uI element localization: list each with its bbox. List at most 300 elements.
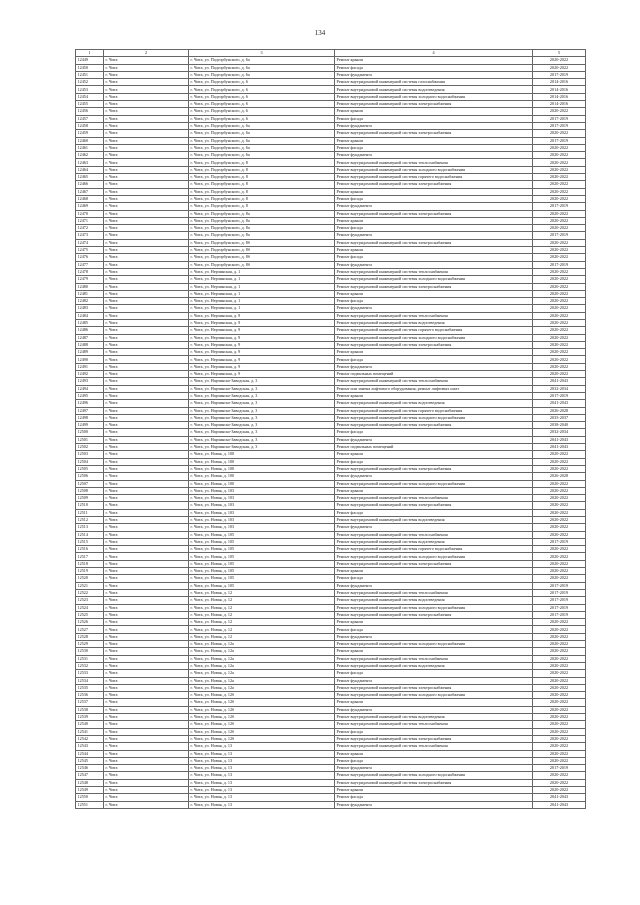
table-row [76,210,586,217]
settlement-cell: г. Чита [104,560,189,567]
row-number-cell: 12551 [76,801,104,808]
settlement-cell: г. Чита [104,247,189,254]
period-cell: 2020-2022 [533,188,586,195]
row-number-cell: 12514 [76,531,104,538]
row-number-cell: 12542 [76,735,104,742]
table-row [76,298,586,305]
settlement-cell: г. Чита [104,261,189,268]
work-type-cell: Ремонт подвальных помещений [335,371,533,378]
settlement-cell: г. Чита [104,210,189,217]
address-cell: г. Чита, ул. Нерчинская, д. 9 [189,349,335,356]
table-row [76,86,586,93]
settlement-cell: г. Чита [104,619,189,626]
row-number-cell: 12526 [76,619,104,626]
settlement-cell: г. Чита [104,276,189,283]
table-row [76,794,586,801]
settlement-cell: г. Чита [104,473,189,480]
table-row [76,166,586,173]
row-number-cell: 12525 [76,611,104,618]
table-row [76,144,586,151]
work-type-cell: Ремонт фасада [335,115,533,122]
address-cell: г. Чита, ул. Подгорбунского, д. 8 [189,174,335,181]
work-type-cell: Ремонт внутридомовой инженерной системы водоотведения [335,319,533,326]
settlement-cell: г. Чита [104,130,189,137]
period-cell: 2038-2040 [533,422,586,429]
row-number-cell: 12485 [76,319,104,326]
row-number-cell: 12481 [76,290,104,297]
settlement-cell: г. Чита [104,444,189,451]
table-header-row [76,50,586,57]
settlement-cell: г. Чита [104,232,189,239]
period-cell: 2020-2022 [533,159,586,166]
table-row [76,217,586,224]
period-cell: 2020-2022 [533,64,586,71]
address-cell: г. Чита, ул. Новая, д. 12б [189,699,335,706]
work-type-cell: Ремонт внутридомовой инженерной системы водоотведения [335,86,533,93]
period-cell: 2020-2022 [533,371,586,378]
settlement-cell: г. Чита [104,582,189,589]
settlement-cell: г. Чита [104,706,189,713]
period-cell: 2020-2022 [533,495,586,502]
table-row [76,611,586,618]
row-number-cell: 12498 [76,414,104,421]
row-number-cell: 12513 [76,524,104,531]
row-number-cell: 12533 [76,670,104,677]
table-row [76,750,586,757]
settlement-cell: г. Чита [104,480,189,487]
row-number-cell: 12503 [76,451,104,458]
row-number-cell: 12484 [76,312,104,319]
work-type-cell: Ремонт внутридомовой инженерной системы теплоснабжения [335,743,533,750]
period-cell: 2020-2022 [533,268,586,275]
table-row [76,414,586,421]
work-type-cell: Ремонт фундамента [335,152,533,159]
period-cell: 2020-2022 [533,363,586,370]
row-number-cell: 12470 [76,210,104,217]
period-cell: 2020-2022 [533,341,586,348]
work-type-cell: Ремонт фундамента [335,524,533,531]
address-cell: г. Чита, ул. Новая, д. 105 [189,582,335,589]
work-type-cell: Ремонт внутридомовой инженерной системы холодного водоснабжения [335,604,533,611]
work-type-cell: Ремонт внутридомовой инженерной системы холодного водоснабжения [335,334,533,341]
settlement-cell: г. Чита [104,517,189,524]
table-row [76,356,586,363]
settlement-cell: г. Чита [104,319,189,326]
settlement-cell: г. Чита [104,568,189,575]
address-cell: г. Чита, ул. Нерчинская, д. 1 [189,305,335,312]
period-cell: 2020-2022 [533,239,586,246]
row-number-cell: 12473 [76,232,104,239]
table-row [76,714,586,721]
address-cell: г. Чита, ул. Новая, д. 12 [189,597,335,604]
address-cell: г. Чита, ул. Подгорбунского, д. 6а [189,130,335,137]
settlement-cell: г. Чита [104,57,189,64]
work-type-cell: Ремонт крыши [335,217,533,224]
work-type-cell: Ремонт фундамента [335,305,533,312]
work-type-cell: Ремонт фасада [335,458,533,465]
address-cell: г. Чита, ул. Новая, д. 103 [189,517,335,524]
period-cell: 2020-2022 [533,619,586,626]
settlement-cell: г. Чита [104,283,189,290]
work-type-cell: Ремонт внутридомовой инженерной системы теплоснабжения [335,495,533,502]
period-cell: 2020-2022 [533,721,586,728]
row-number-cell: 12463 [76,159,104,166]
settlement-cell: г. Чита [104,93,189,100]
work-type-cell: Ремонт крыши [335,57,533,64]
row-number-cell: 12516 [76,546,104,553]
period-cell: 2020-2022 [533,560,586,567]
row-number-cell: 12464 [76,166,104,173]
settlement-cell: г. Чита [104,400,189,407]
settlement-cell: г. Чита [104,174,189,181]
address-cell: г. Чита, ул. Нерчинская, д. 9 [189,341,335,348]
settlement-cell: г. Чита [104,779,189,786]
period-cell: 2020-2022 [533,757,586,764]
settlement-cell: г. Чита [104,502,189,509]
address-cell: г. Чита, ул. Новая, д. 12 [189,626,335,633]
table-row [76,174,586,181]
work-type-cell: Ремонт внутридомовой инженерной системы горячего водоснабжения [335,546,533,553]
work-type-cell: Ремонт внутридомовой инженерной системы холодного водоснабжения [335,276,533,283]
work-type-cell: Ремонт внутридомовой инженерной системы водоотведения [335,597,533,604]
period-cell: 2020-2022 [533,217,586,224]
address-cell: г. Чита, ул. Нерчинская, д. 9 [189,312,335,319]
table-row [76,444,586,451]
address-cell: г. Чита, ул. Новая, д. 13 [189,786,335,793]
work-type-cell: Ремонт фасада [335,670,533,677]
row-number-cell: 12482 [76,298,104,305]
row-number-cell: 12478 [76,268,104,275]
period-cell: 2020-2022 [533,305,586,312]
work-type-cell: Ремонт фундамента [335,363,533,370]
table-row [76,619,586,626]
period-cell: 2020-2022 [533,662,586,669]
table-row [76,465,586,472]
address-cell: г. Чита, ул. Новая, д. 100 [189,480,335,487]
period-cell: 2020-2022 [533,714,586,721]
table-row [76,575,586,582]
address-cell: г. Чита, ул. Новая, д. 13 [189,765,335,772]
table-row [76,268,586,275]
row-number-cell: 12475 [76,247,104,254]
table-row [76,765,586,772]
table-row [76,779,586,786]
work-type-cell: Ремонт фундамента [335,203,533,210]
address-cell: г. Чита, ул. Новая, д. 12б [189,721,335,728]
address-cell: г. Чита, ул. Подгорбунского, д. 6а [189,64,335,71]
header-col-2: 2 [104,50,189,57]
table-row [76,239,586,246]
work-type-cell: Ремонт фундамента [335,765,533,772]
table-row [76,473,586,480]
address-cell: г. Чита, ул. Новая, д. 12 [189,619,335,626]
row-number-cell: 12527 [76,626,104,633]
period-cell: 2017-2019 [533,232,586,239]
table-row [76,546,586,553]
period-cell: 2032-2034 [533,429,586,436]
table-row [76,400,586,407]
period-cell: 2017-2019 [533,589,586,596]
table-row [76,786,586,793]
settlement-cell: г. Чита [104,786,189,793]
period-cell: 2020-2022 [533,210,586,217]
period-cell: 2014-2016 [533,86,586,93]
table-row [76,721,586,728]
row-number-cell: 12543 [76,743,104,750]
work-type-cell: Ремонт крыши [335,786,533,793]
header-col-1: 1 [76,50,104,57]
row-number-cell: 12550 [76,794,104,801]
period-cell: 2017-2019 [533,122,586,129]
row-number-cell: 12534 [76,677,104,684]
settlement-cell: г. Чита [104,86,189,93]
work-type-cell: Ремонт внутридомовой инженерной системы горячего водоснабжения [335,174,533,181]
address-cell: г. Чита, ул. Новая, д. 13 [189,743,335,750]
period-cell: 2035-2037 [533,414,586,421]
settlement-cell: г. Чита [104,611,189,618]
settlement-cell: г. Чита [104,692,189,699]
table-row [76,641,586,648]
address-cell: г. Чита, ул. Нерчинская, д. 1 [189,290,335,297]
settlement-cell: г. Чита [104,626,189,633]
settlement-cell: г. Чита [104,597,189,604]
address-cell: г. Чита, ул. Новая, д. 103 [189,509,335,516]
settlement-cell: г. Чита [104,684,189,691]
period-cell: 2020-2022 [533,735,586,742]
address-cell: г. Чита, ул. Нарчинско-Заводская, д. 3 [189,407,335,414]
period-cell: 2020-2022 [533,699,586,706]
settlement-cell: г. Чита [104,524,189,531]
work-type-cell: Ремонт внутридомовой инженерной системы теплоснабжения [335,721,533,728]
period-cell: 2020-2022 [533,290,586,297]
period-cell: 2020-2022 [533,174,586,181]
settlement-cell: г. Чита [104,108,189,115]
address-cell: г. Чита, ул. Новая, д. 12а [189,655,335,662]
row-number-cell: 12510 [76,502,104,509]
row-number-cell: 12511 [76,509,104,516]
work-type-cell: Ремонт фасада [335,509,533,516]
period-cell: 2026-2028 [533,407,586,414]
settlement-cell: г. Чита [104,101,189,108]
table-row [76,247,586,254]
work-type-cell: Ремонт подвальных помещений [335,444,533,451]
header-col-5: 5 [533,50,586,57]
period-cell: 2017-2019 [533,538,586,545]
table-row [76,203,586,210]
address-cell: г. Чита, ул. Новая, д. 12а [189,670,335,677]
row-number-cell: 12477 [76,261,104,268]
settlement-cell: г. Чита [104,458,189,465]
table-row [76,349,586,356]
address-cell: г. Чита, ул. Новая, д. 12а [189,677,335,684]
settlement-cell: г. Чита [104,195,189,202]
address-cell: г. Чита, ул. Подгорбунского, д. 8б [189,247,335,254]
address-cell: г. Чита, ул. Новая, д. 12б [189,692,335,699]
address-cell: г. Чита, ул. Нерчинская, д. 1 [189,268,335,275]
work-type-cell: Ремонт фасада [335,757,533,764]
work-type-cell: Ремонт или замена лифтового оборудования, ремонт лифтовых шахт [335,385,533,392]
row-number-cell: 12546 [76,765,104,772]
table-row [76,597,586,604]
row-number-cell: 12500 [76,429,104,436]
period-cell: 2020-2022 [533,743,586,750]
table-row [76,407,586,414]
table-row [76,582,586,589]
address-cell: г. Чита, ул. Нарчинско-Заводская, д. 3 [189,414,335,421]
address-cell: г. Чита, ул. Новая, д. 103 [189,524,335,531]
settlement-cell: г. Чита [104,429,189,436]
address-cell: г. Чита, ул. Новая, д. 100 [189,458,335,465]
table-row [76,626,586,633]
work-type-cell: Ремонт внутридомовой инженерной системы электроснабжения [335,684,533,691]
address-cell: г. Чита, ул. Подгорбунского, д. 8 [189,195,335,202]
row-number-cell: 12455 [76,101,104,108]
row-number-cell: 12523 [76,597,104,604]
row-number-cell: 12489 [76,349,104,356]
work-type-cell: Ремонт крыши [335,247,533,254]
settlement-cell: г. Чита [104,495,189,502]
settlement-cell: г. Чита [104,721,189,728]
row-number-cell: 12517 [76,553,104,560]
row-number-cell: 12466 [76,181,104,188]
period-cell: 2020-2022 [533,451,586,458]
row-number-cell: 12537 [76,699,104,706]
settlement-cell: г. Чита [104,531,189,538]
settlement-cell: г. Чита [104,735,189,742]
table-row [76,509,586,516]
work-type-cell: Ремонт крыши [335,451,533,458]
address-cell: г. Чита, ул. Подгорбунского, д. 8а [189,217,335,224]
settlement-cell: г. Чита [104,217,189,224]
settlement-cell: г. Чита [104,546,189,553]
table-row [76,181,586,188]
period-cell: 2041-2043 [533,444,586,451]
period-cell: 2041-2043 [533,400,586,407]
table-row [76,743,586,750]
work-type-cell: Ремонт фундамента [335,473,533,480]
row-number-cell: 12519 [76,568,104,575]
work-type-cell: Ремонт внутридомовой инженерной системы горячего водоснабжения [335,327,533,334]
table-row [76,392,586,399]
table-row [76,225,586,232]
period-cell: 2017-2019 [533,604,586,611]
period-cell: 2020-2022 [533,166,586,173]
work-type-cell: Ремонт крыши [335,188,533,195]
address-cell: г. Чита, ул. Новая, д. 12 [189,604,335,611]
period-cell: 2020-2022 [533,195,586,202]
row-number-cell: 12451 [76,71,104,78]
address-cell: г. Чита, ул. Новая, д. 100 [189,473,335,480]
row-number-cell: 12501 [76,436,104,443]
period-cell: 2020-2022 [533,319,586,326]
row-number-cell: 12488 [76,341,104,348]
period-cell: 2041-2043 [533,794,586,801]
work-type-cell: Ремонт фундамента [335,633,533,640]
work-type-cell: Ремонт внутридомовой инженерной системы водоотведения [335,714,533,721]
address-cell: г. Чита, ул. Нарчинско-Заводская, д. 3 [189,429,335,436]
period-cell: 2020-2022 [533,641,586,648]
period-cell: 2020-2022 [533,677,586,684]
address-cell: г. Чита, ул. Подгорбунского, д. 8б [189,239,335,246]
table-row [76,334,586,341]
settlement-cell: г. Чита [104,371,189,378]
address-cell: г. Чита, ул. Подгорбунского, д. 8а [189,232,335,239]
work-type-cell: Ремонт внутридомовой инженерной системы холодного водоснабжения [335,641,533,648]
address-cell: г. Чита, ул. Новая, д. 105 [189,575,335,582]
work-type-cell: Ремонт фундамента [335,677,533,684]
address-cell: г. Чита, ул. Новая, д. 12 [189,589,335,596]
work-type-cell: Ремонт крыши [335,108,533,115]
period-cell: 2014-2016 [533,93,586,100]
table-row [76,604,586,611]
address-cell: г. Чита, ул. Новая, д. 13 [189,772,335,779]
table-row [76,312,586,319]
work-type-cell: Ремонт крыши [335,349,533,356]
table-row [76,735,586,742]
address-cell: г. Чита, ул. Новая, д. 105 [189,538,335,545]
period-cell: 2017-2019 [533,203,586,210]
work-type-cell: Ремонт внутридомовой инженерной системы электроснабжения [335,465,533,472]
address-cell: г. Чита, ул. Подгорбунского, д. 6а [189,57,335,64]
period-cell: 2020-2022 [533,517,586,524]
work-type-cell: Ремонт крыши [335,699,533,706]
period-cell: 2020-2022 [533,130,586,137]
work-type-cell: Ремонт внутридомовой инженерной системы холодного водоснабжения [335,166,533,173]
address-cell: г. Чита, ул. Подгорбунского, д. 6 [189,79,335,86]
period-cell: 2017-2019 [533,261,586,268]
settlement-cell: г. Чита [104,137,189,144]
table-row [76,276,586,283]
table-row [76,684,586,691]
work-type-cell: Ремонт внутридомовой инженерной системы электроснабжения [335,779,533,786]
row-number-cell: 12494 [76,385,104,392]
work-type-cell: Ремонт внутридомовой инженерной системы электроснабжения [335,502,533,509]
address-cell: г. Чита, ул. Новая, д. 100 [189,451,335,458]
period-cell: 2014-2016 [533,79,586,86]
work-type-cell: Ремонт фасада [335,225,533,232]
work-type-cell: Ремонт крыши [335,137,533,144]
row-number-cell: 12536 [76,692,104,699]
work-type-cell: Ремонт крыши [335,619,533,626]
settlement-cell: г. Чита [104,327,189,334]
settlement-cell: г. Чита [104,356,189,363]
period-cell: 2020-2022 [533,327,586,334]
table-row [76,195,586,202]
address-cell: г. Чита, ул. Новая, д. 12а [189,641,335,648]
period-cell: 2020-2022 [533,356,586,363]
table-row [76,79,586,86]
row-number-cell: 12476 [76,254,104,261]
settlement-cell: г. Чита [104,115,189,122]
period-cell: 2020-2022 [533,546,586,553]
address-cell: г. Чита, ул. Подгорбунского, д. 6а [189,71,335,78]
row-number-cell: 12479 [76,276,104,283]
row-number-cell: 12532 [76,662,104,669]
row-number-cell: 12483 [76,305,104,312]
table-row [76,341,586,348]
row-number-cell: 12504 [76,458,104,465]
period-cell: 2020-2022 [533,312,586,319]
settlement-cell: г. Чита [104,239,189,246]
address-cell: г. Чита, ул. Новая, д. 12а [189,648,335,655]
table-row [76,254,586,261]
row-number-cell: 12491 [76,363,104,370]
address-cell: г. Чита, ул. Подгорбунского, д. 8 [189,166,335,173]
row-number-cell: 12459 [76,130,104,137]
table-row [76,101,586,108]
row-number-cell: 12515 [76,538,104,545]
settlement-cell: г. Чита [104,79,189,86]
